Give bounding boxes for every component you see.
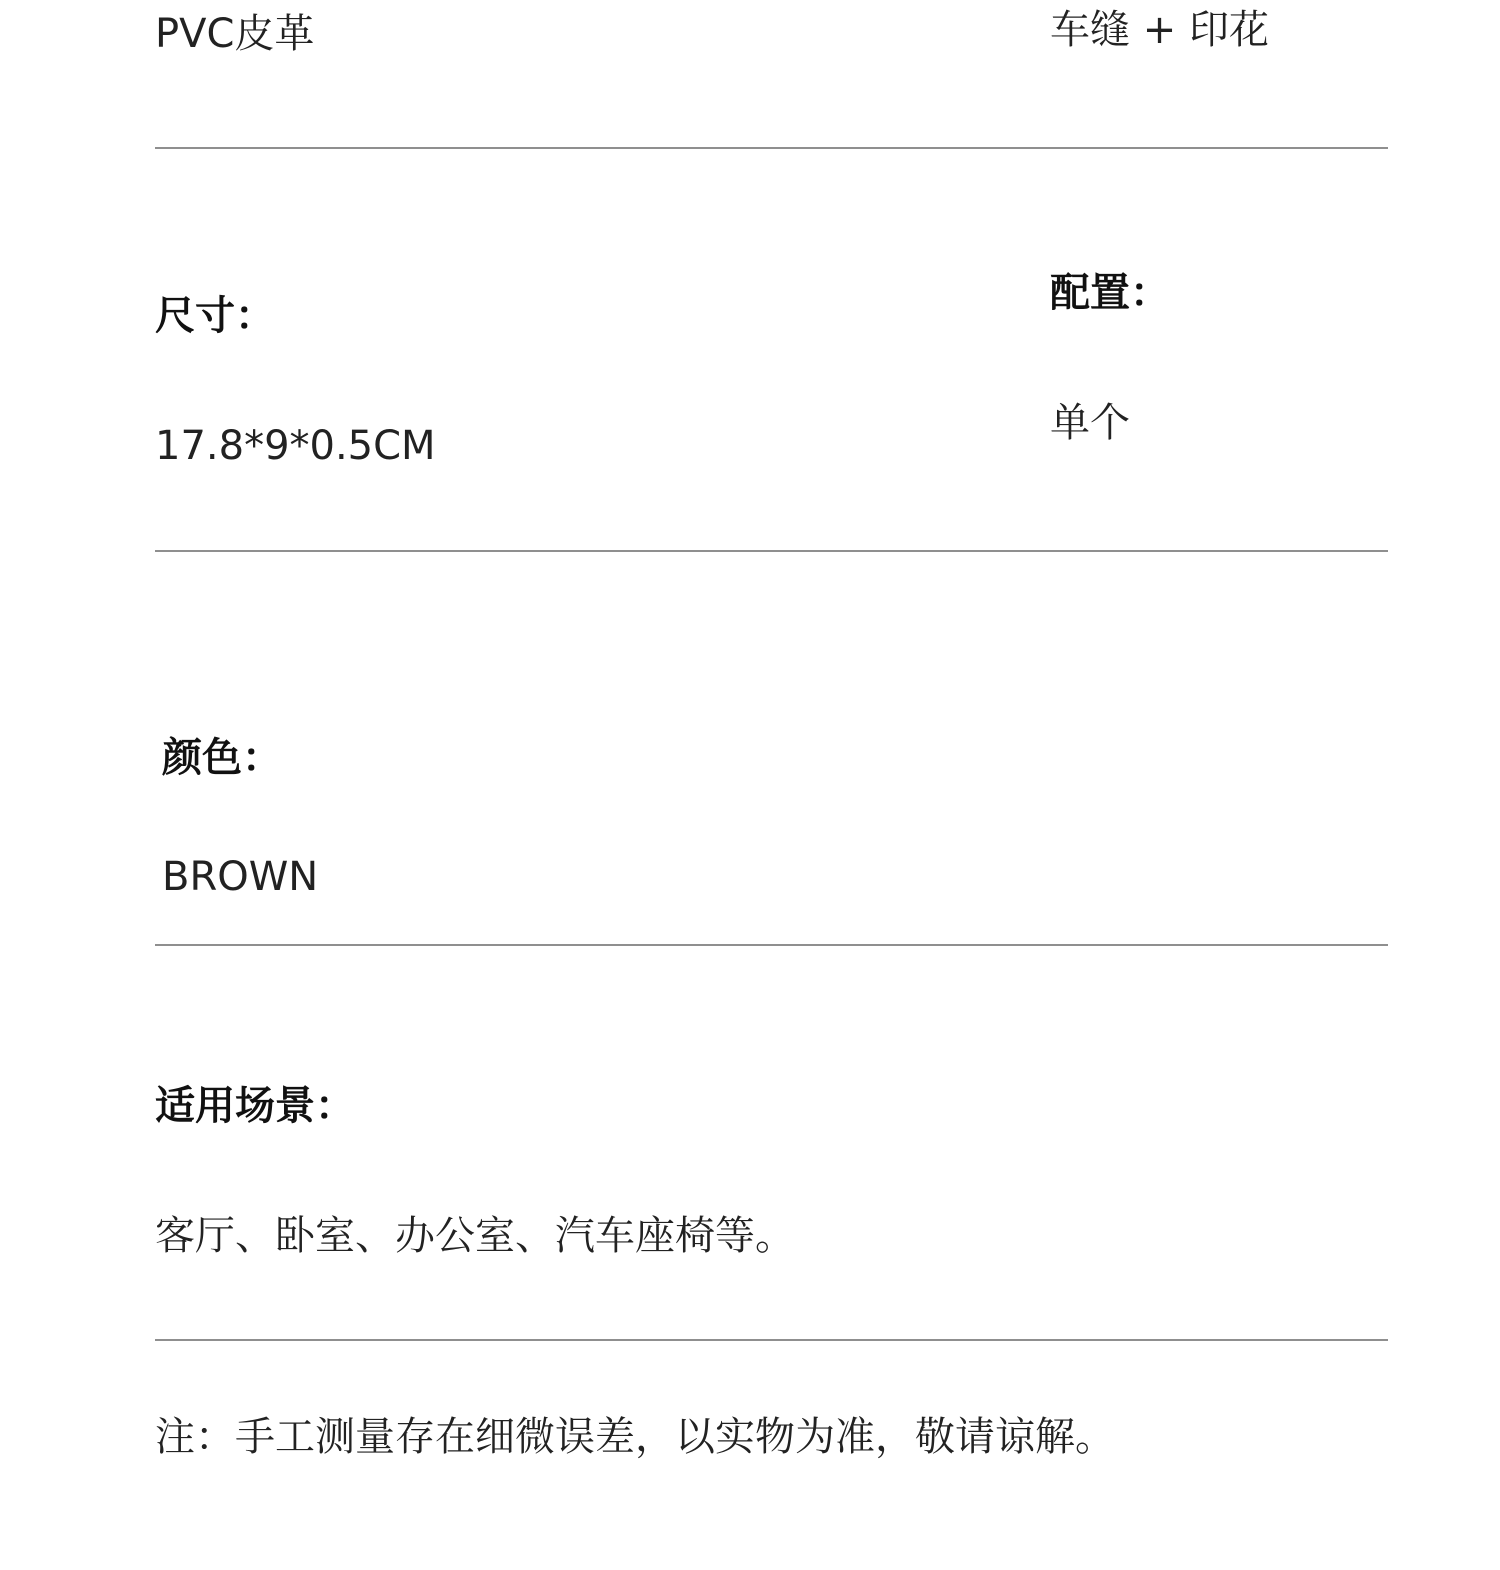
craft-value: 车缝 + 印花	[1050, 7, 1269, 53]
divider-2	[155, 550, 1388, 552]
usage-label: 适用场景：	[155, 1083, 355, 1129]
divider-4	[155, 1339, 1388, 1341]
config-label: 配置：	[1050, 270, 1170, 316]
size-value: 17.8*9*0.5CM	[155, 423, 436, 469]
material-value: PVC皮革	[155, 11, 315, 57]
config-value: 单个	[1050, 400, 1130, 446]
usage-value: 客厅、卧室、办公室、汽车座椅等。	[155, 1213, 795, 1259]
size-label: 尺寸：	[155, 293, 275, 339]
color-value: BROWN	[162, 854, 319, 900]
measurement-note: 注：手工测量存在细微误差，以实物为准，敬请谅解。	[155, 1414, 1115, 1460]
divider-3	[155, 944, 1388, 946]
divider-1	[155, 147, 1388, 149]
color-label: 颜色：	[162, 735, 282, 781]
